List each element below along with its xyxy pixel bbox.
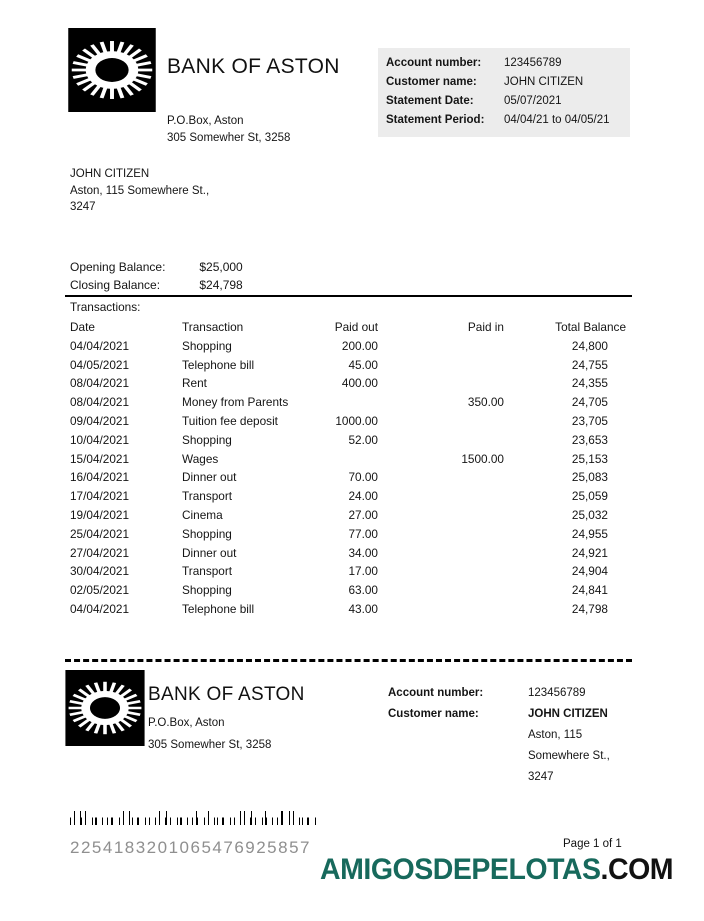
bank-sunburst-logo-icon bbox=[68, 28, 156, 112]
cell-total-balance: 24,798 bbox=[571, 601, 608, 616]
cell-paid-in bbox=[378, 412, 504, 431]
opening-balance-value: $25,000 bbox=[199, 260, 243, 274]
cell-paid-in bbox=[378, 581, 504, 600]
cell-total-balance: 25,153 bbox=[571, 451, 608, 466]
watermark-main: AMIGOSDEPELOTAS bbox=[320, 853, 601, 886]
statement-period-row bbox=[386, 111, 622, 130]
cell-paid-in: 1500.00 bbox=[461, 451, 504, 466]
footer-customer-address-line1: Aston, 115 bbox=[528, 729, 583, 741]
account-number-row bbox=[386, 54, 622, 73]
transaction-row bbox=[70, 506, 626, 525]
account-info-panel bbox=[378, 48, 630, 137]
transactions-header-row bbox=[70, 318, 626, 337]
cell-transaction: Dinner out bbox=[182, 545, 237, 560]
cell-transaction: Telephone bill bbox=[182, 357, 255, 372]
customer-name-value: JOHN CITIZEN bbox=[504, 76, 584, 88]
transaction-row bbox=[70, 468, 626, 487]
closing-balance-row bbox=[70, 276, 243, 294]
cell-paid-in bbox=[378, 487, 504, 506]
cell-date: 04/04/2021 bbox=[70, 338, 130, 353]
cell-paid-out bbox=[328, 393, 378, 412]
cell-paid-out: 1000.00 bbox=[335, 413, 378, 428]
account-number-label: Account number: bbox=[386, 57, 482, 69]
cell-paid-out: 400.00 bbox=[341, 376, 378, 391]
cell-total-balance: 24,955 bbox=[571, 526, 608, 541]
customer-name-label: Customer name: bbox=[386, 76, 477, 88]
cell-total-balance: 24,705 bbox=[571, 395, 608, 410]
bank-name: BANK OF ASTON bbox=[167, 55, 340, 78]
transactions-rows bbox=[70, 337, 626, 619]
footer-account-number-label: Account number: bbox=[388, 687, 484, 699]
cell-date: 25/04/2021 bbox=[70, 526, 130, 541]
watermark-suffix: .COM bbox=[600, 853, 674, 886]
barcode-icon bbox=[70, 810, 318, 826]
cell-transaction: Dinner out bbox=[182, 470, 237, 485]
cell-date: 30/04/2021 bbox=[70, 564, 130, 579]
dashed-divider-line bbox=[65, 659, 632, 662]
cell-transaction: Money from Parents bbox=[182, 395, 289, 410]
cell-transaction: Rent bbox=[182, 376, 207, 391]
col-header-paid-in: Paid in bbox=[467, 320, 504, 334]
cell-paid-in bbox=[378, 600, 504, 619]
col-header-transaction: Transaction bbox=[182, 320, 244, 334]
cell-transaction: Cinema bbox=[182, 507, 223, 522]
cell-paid-out: 17.00 bbox=[348, 564, 378, 579]
cell-paid-out: 45.00 bbox=[348, 357, 378, 372]
cell-paid-out: 52.00 bbox=[348, 432, 378, 447]
closing-balance-label: Closing Balance: bbox=[70, 278, 161, 292]
reference-number: 2254183201065476925857 bbox=[70, 838, 312, 857]
cell-total-balance: 24,355 bbox=[571, 376, 608, 391]
bank-address bbox=[167, 113, 290, 147]
transaction-row bbox=[70, 412, 626, 431]
cell-paid-out: 34.00 bbox=[348, 545, 378, 560]
cell-paid-in bbox=[378, 431, 504, 450]
cell-paid-out: 200.00 bbox=[341, 338, 378, 353]
cell-transaction: Telephone bill bbox=[182, 601, 255, 616]
transaction-row bbox=[70, 600, 626, 619]
footer-bank-address-line1: P.O.Box, Aston bbox=[148, 717, 225, 729]
cell-paid-out: 70.00 bbox=[348, 470, 378, 485]
opening-balance-label: Opening Balance: bbox=[70, 260, 166, 274]
page-indicator: Page 1 of 1 bbox=[563, 838, 622, 850]
footer-customer-block bbox=[528, 704, 610, 788]
closing-balance-value: $24,798 bbox=[199, 278, 243, 292]
cell-total-balance: 24,755 bbox=[571, 357, 608, 372]
recipient-address-line1: Aston, 115 Somewhere St., bbox=[70, 184, 210, 197]
cell-total-balance: 24,921 bbox=[571, 545, 608, 560]
statement-date-row bbox=[386, 92, 622, 111]
footer-bank-address-line2: 305 Somewher St, 3258 bbox=[148, 739, 272, 751]
transaction-row bbox=[70, 525, 626, 544]
footer-customer-name: JOHN CITIZEN bbox=[528, 708, 608, 720]
cell-date: 02/05/2021 bbox=[70, 583, 130, 598]
transactions-section-label: Transactions: bbox=[70, 300, 141, 314]
cell-total-balance: 24,800 bbox=[571, 338, 608, 353]
transaction-row bbox=[70, 356, 626, 375]
cell-transaction: Shopping bbox=[182, 583, 232, 598]
cell-paid-in bbox=[378, 506, 504, 525]
footer-customer-name-label: Customer name: bbox=[388, 708, 479, 720]
cell-date: 04/05/2021 bbox=[70, 357, 130, 372]
footer-account-number-value: 123456789 bbox=[528, 687, 586, 699]
transaction-row bbox=[70, 393, 626, 412]
cell-date: 27/04/2021 bbox=[70, 545, 130, 560]
cell-paid-in bbox=[378, 374, 504, 393]
cell-transaction: Transport bbox=[182, 564, 233, 579]
col-header-date: Date bbox=[70, 320, 95, 334]
cell-date: 08/04/2021 bbox=[70, 395, 130, 410]
cell-total-balance: 25,083 bbox=[571, 470, 608, 485]
section-divider-line bbox=[65, 295, 632, 297]
cell-total-balance: 23,653 bbox=[571, 432, 608, 447]
opening-balance-row bbox=[70, 258, 243, 276]
cell-paid-in bbox=[378, 525, 504, 544]
balances-block bbox=[70, 258, 243, 294]
cell-transaction: Tuition fee deposit bbox=[182, 413, 278, 428]
cell-paid-in bbox=[378, 356, 504, 375]
cell-total-balance: 24,904 bbox=[571, 564, 608, 579]
col-header-total-balance: Total Balance bbox=[555, 320, 626, 334]
cell-paid-out: 63.00 bbox=[348, 583, 378, 598]
statement-period-value: 04/04/21 to 04/05/21 bbox=[504, 114, 610, 126]
transaction-row bbox=[70, 431, 626, 450]
recipient-address-line2: 3247 bbox=[70, 201, 96, 213]
footer-account-number-row bbox=[388, 683, 610, 704]
bank-sunburst-logo-icon-footer bbox=[64, 670, 146, 746]
cell-total-balance: 24,841 bbox=[571, 583, 608, 598]
cell-date: 09/04/2021 bbox=[70, 413, 130, 428]
footer-bank-name: BANK OF ASTON bbox=[148, 684, 305, 705]
cell-paid-in bbox=[378, 337, 504, 356]
cell-transaction: Transport bbox=[182, 489, 233, 504]
cell-transaction: Shopping bbox=[182, 432, 232, 447]
recipient-address-block bbox=[70, 166, 209, 216]
statement-date-label: Statement Date: bbox=[386, 95, 474, 107]
footer-customer-name-row bbox=[388, 704, 610, 788]
cell-paid-in bbox=[378, 562, 504, 581]
statement-period-label: Statement Period: bbox=[386, 114, 485, 126]
transaction-row bbox=[70, 374, 626, 393]
site-watermark bbox=[320, 853, 673, 887]
transaction-row bbox=[70, 337, 626, 356]
cell-paid-out: 24.00 bbox=[348, 489, 378, 504]
footer-account-info bbox=[388, 683, 610, 788]
cell-paid-out: 77.00 bbox=[348, 526, 378, 541]
cell-paid-out: 43.00 bbox=[348, 601, 378, 616]
cell-date: 15/04/2021 bbox=[70, 451, 130, 466]
cell-paid-in: 350.00 bbox=[467, 395, 504, 410]
bank-address-line1: P.O.Box, Aston bbox=[167, 115, 244, 127]
footer-bank-address bbox=[148, 712, 271, 756]
account-number-value: 123456789 bbox=[504, 57, 562, 69]
cell-paid-in bbox=[378, 468, 504, 487]
cell-transaction: Shopping bbox=[182, 526, 232, 541]
cell-transaction: Shopping bbox=[182, 338, 232, 353]
cell-date: 19/04/2021 bbox=[70, 507, 130, 522]
cell-paid-out: 27.00 bbox=[348, 507, 378, 522]
cell-paid-in bbox=[378, 544, 504, 563]
cell-date: 17/04/2021 bbox=[70, 489, 130, 504]
cell-date: 16/04/2021 bbox=[70, 470, 130, 485]
cell-total-balance: 25,059 bbox=[571, 489, 608, 504]
footer-customer-address-line3: 3247 bbox=[528, 771, 554, 783]
cell-paid-out bbox=[328, 450, 378, 469]
cell-transaction: Wages bbox=[182, 451, 219, 466]
recipient-name: JOHN CITIZEN bbox=[70, 168, 150, 180]
footer-customer-address-line2: Somewhere St., bbox=[528, 750, 610, 762]
cell-total-balance: 25,032 bbox=[571, 507, 608, 522]
bank-address-line2: 305 Somewher St, 3258 bbox=[167, 132, 291, 144]
cell-date: 04/04/2021 bbox=[70, 601, 130, 616]
cell-date: 10/04/2021 bbox=[70, 432, 130, 447]
transaction-row bbox=[70, 487, 626, 506]
col-header-paid-out: Paid out bbox=[334, 320, 378, 334]
cell-total-balance: 23,705 bbox=[571, 413, 608, 428]
transaction-row bbox=[70, 450, 626, 469]
transactions-table bbox=[70, 318, 626, 619]
transaction-row bbox=[70, 581, 626, 600]
transaction-row bbox=[70, 544, 626, 563]
transaction-row bbox=[70, 562, 626, 581]
statement-date-value: 05/07/2021 bbox=[504, 95, 562, 107]
cell-date: 08/04/2021 bbox=[70, 376, 130, 391]
customer-name-row bbox=[386, 73, 622, 92]
